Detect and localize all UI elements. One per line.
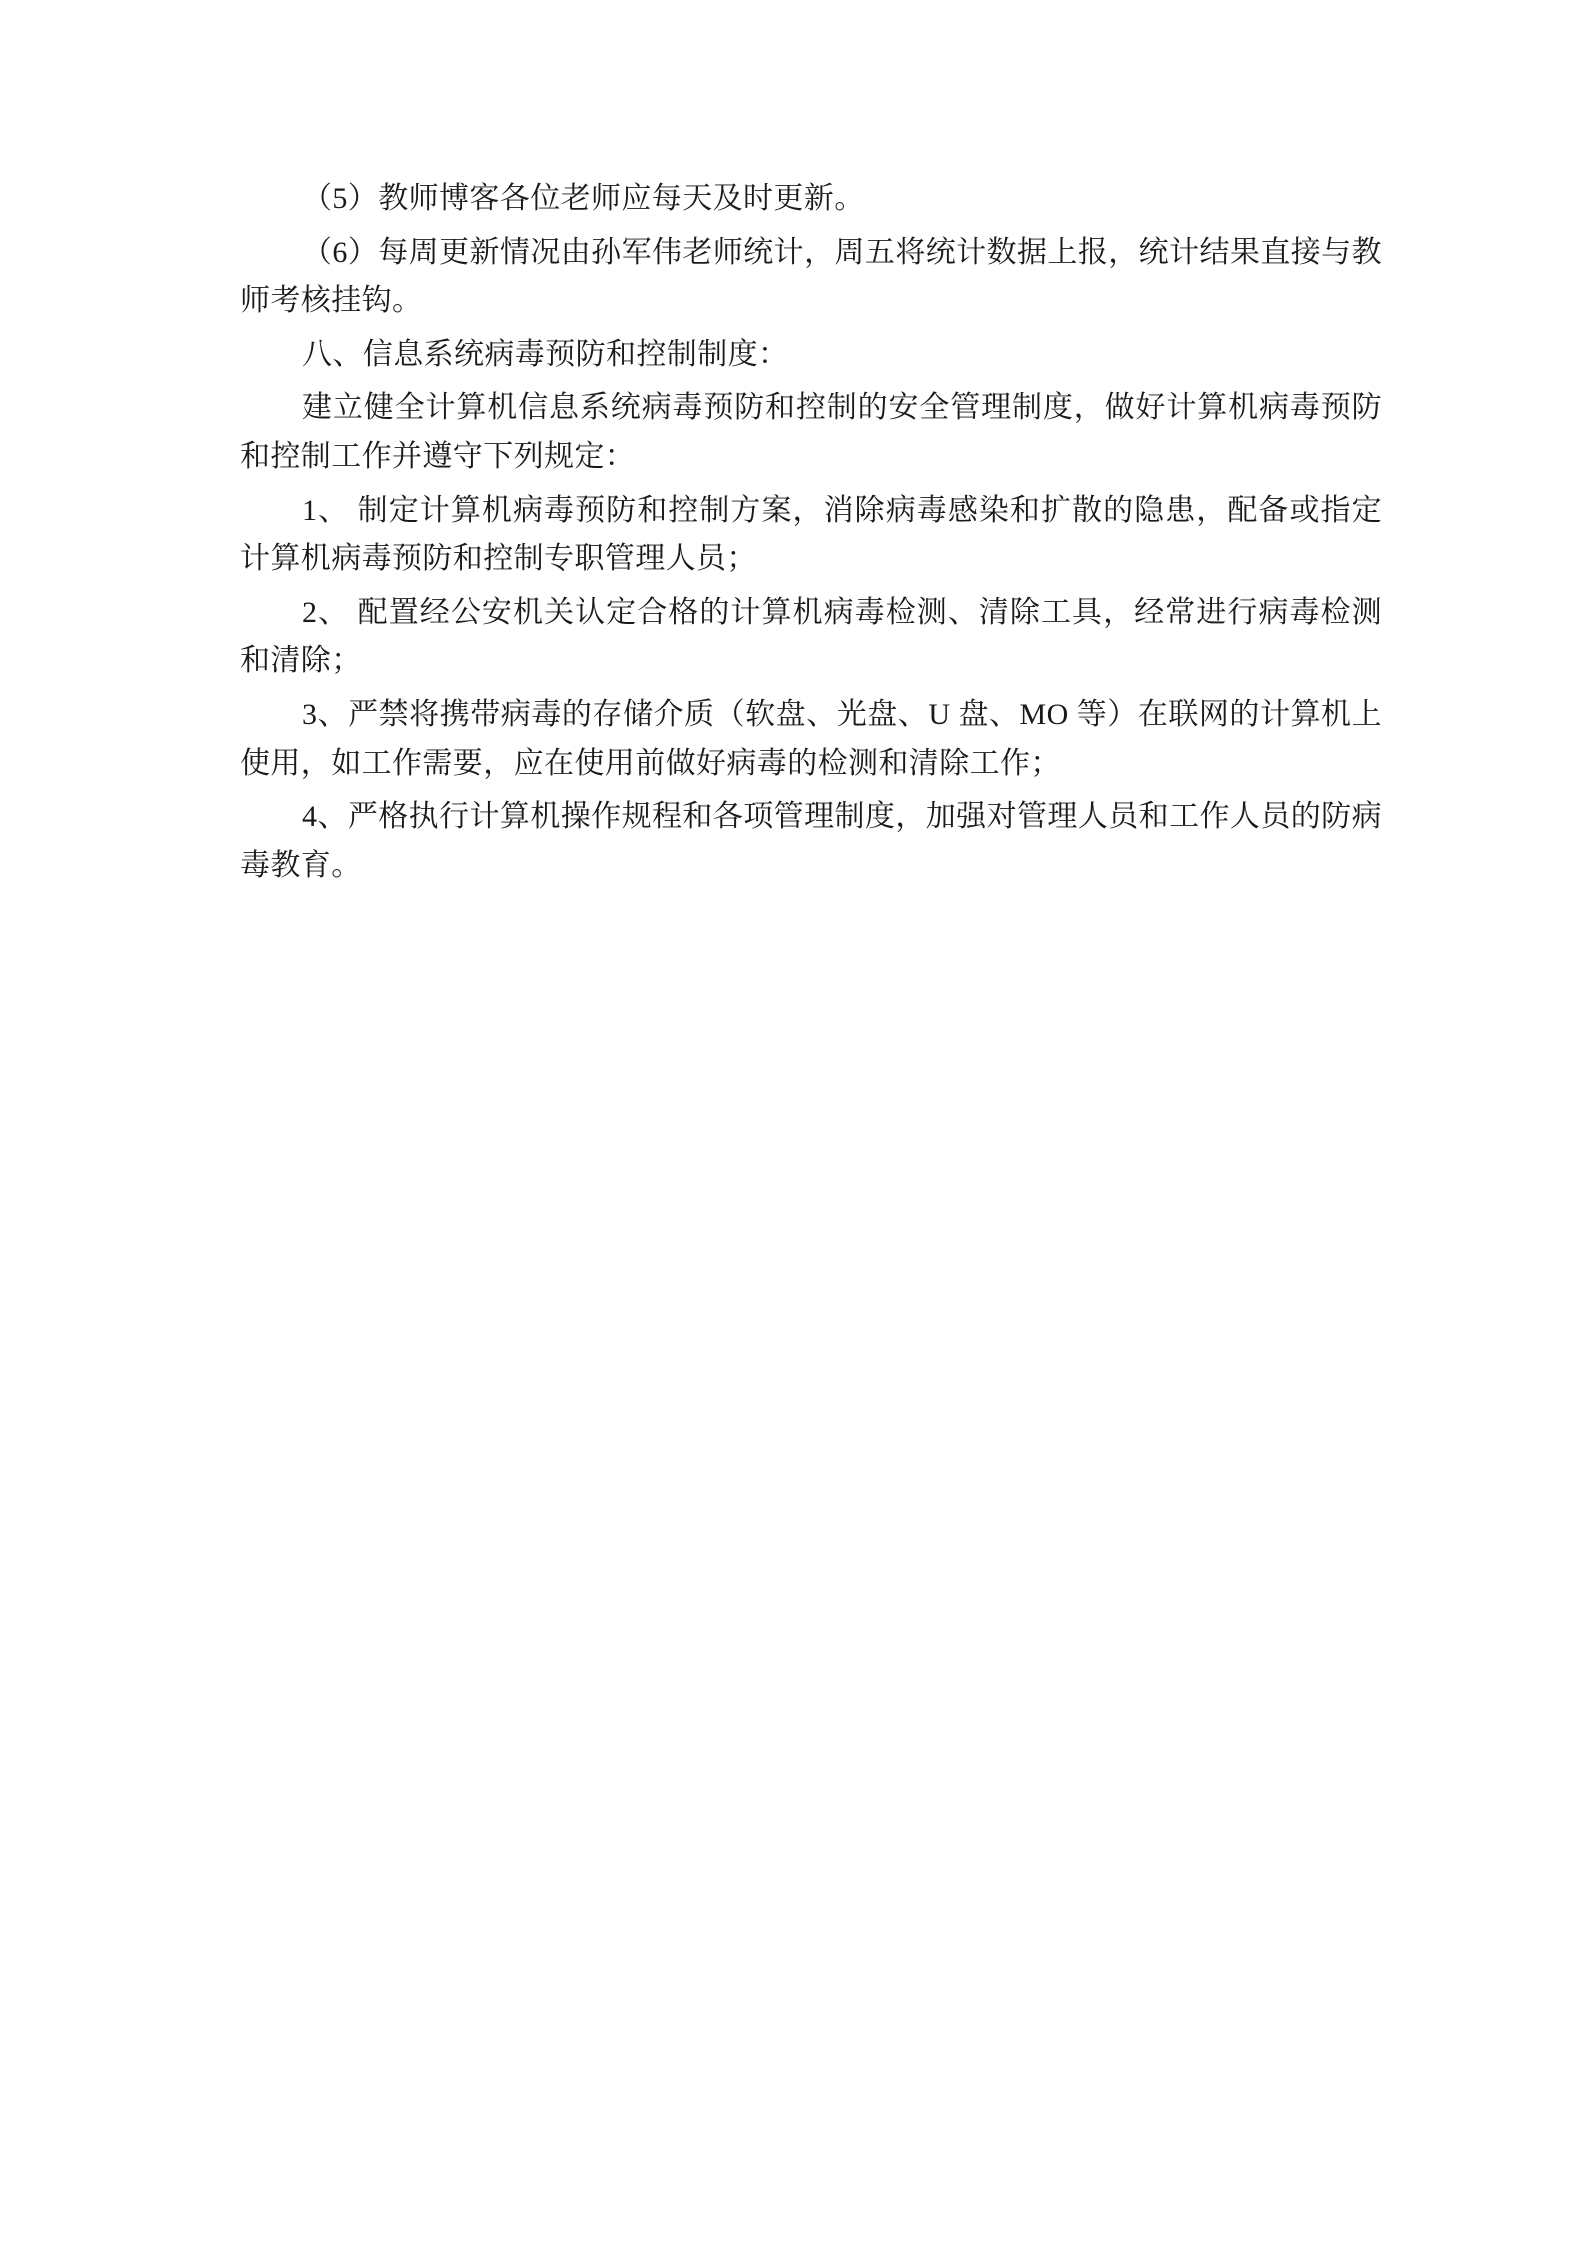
list-item-2: 2、 配置经公安机关认定合格的计算机病毒检测、清除工具，经常进行病毒检测和清除； <box>240 595 1382 678</box>
list-item-3: 3、严禁将携带病毒的存储介质（软盘、光盘、U 盘、MO 等）在联网的计算机上使用，如工作需要，应在使用前做好病毒的检测和清除工作； <box>240 697 1382 780</box>
list-item-1: 1、 制定计算机病毒预防和控制方案，消除病毒感染和扩散的隐患，配备或指定计算机病毒预防和控制专职管理人员； <box>240 493 1382 576</box>
paragraph-1: （5）教师博客各位老师应每天及时更新。 <box>302 182 865 215</box>
list-item-4: 4、严格执行计算机操作规程和各项管理制度，加强对管理人员和工作人员的防病毒教育。 <box>240 800 1382 882</box>
paragraph-3: 建立健全计算机信息系统病毒预防和控制的安全管理制度，做好计算机病毒预防和控制工作并遵守下列规定： <box>240 391 1382 473</box>
document-body <box>240 175 1382 890</box>
paragraph-2: （6）每周更新情况由孙军伟老师统计，周五将统计数据上报，统计结果直接与教师考核挂钩。 <box>240 235 1382 318</box>
section-heading-8: 八、信息系统病毒预防和控制制度： <box>302 337 789 371</box>
